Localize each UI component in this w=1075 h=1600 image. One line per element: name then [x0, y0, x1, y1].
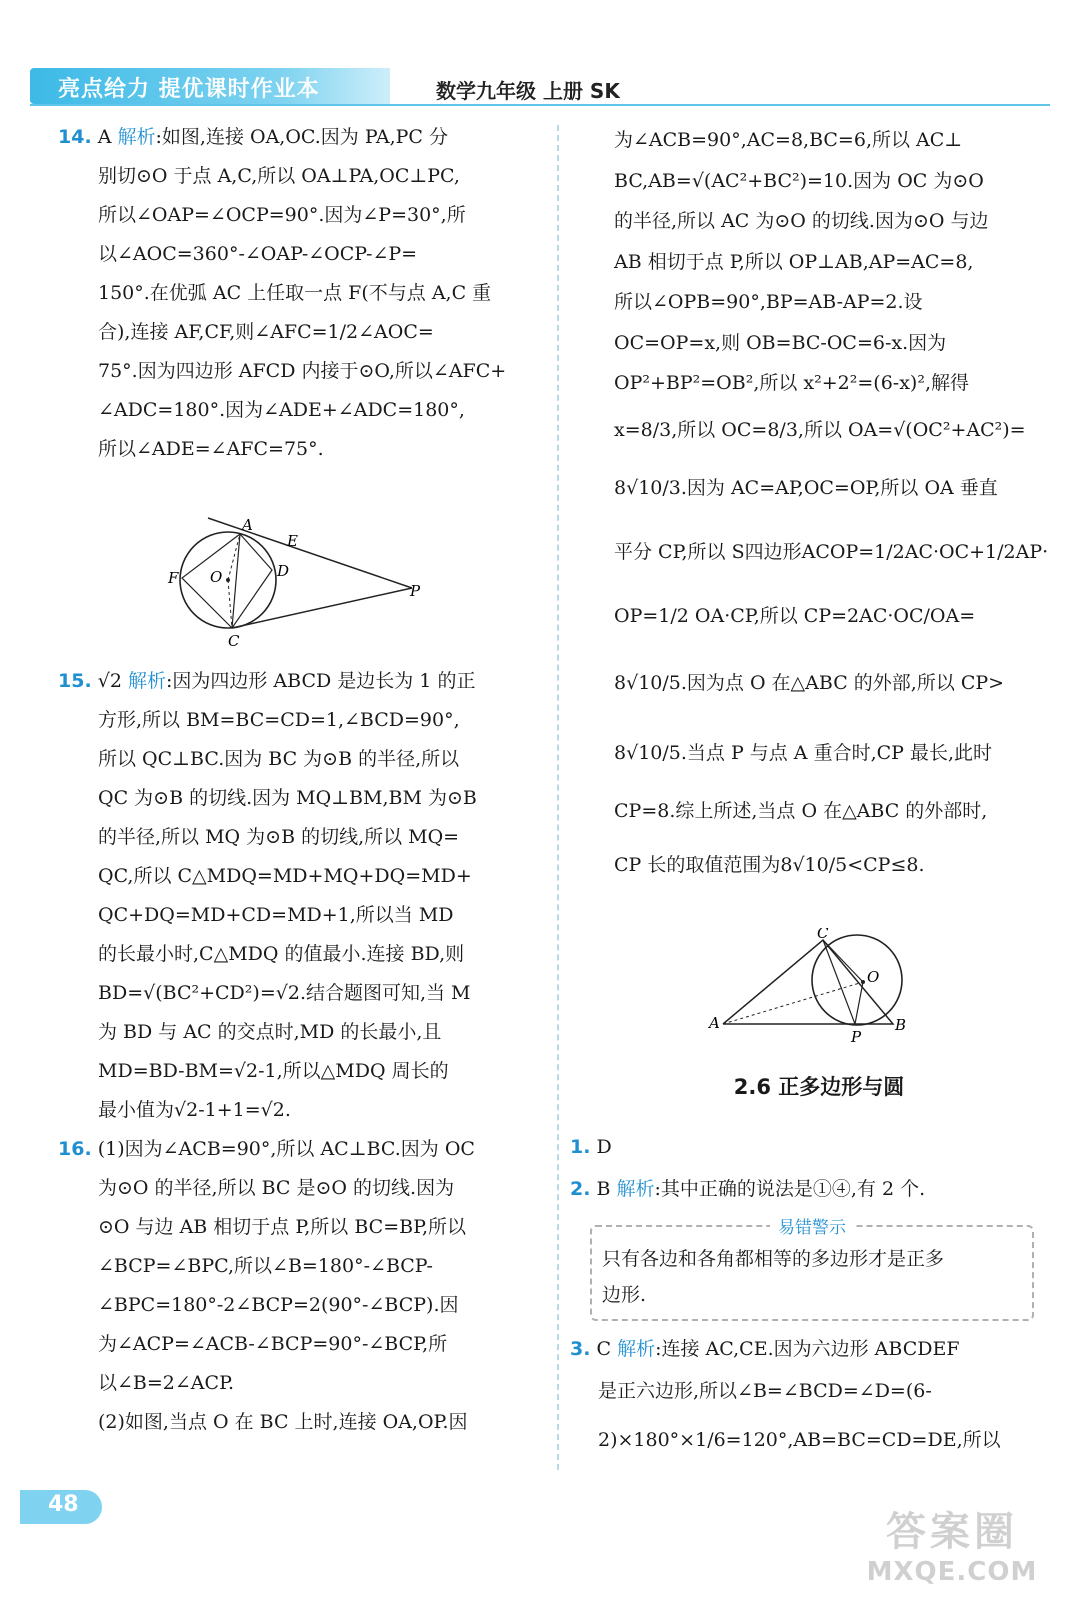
text-line: 为⊙O 的半径,所以 BC 是⊙O 的切线.因为: [98, 1177, 455, 1199]
header-rule: [30, 104, 1050, 106]
warning-box: [590, 1218, 1034, 1321]
text-line: 别切⊙O 于点 A,C,所以 OA⊥PA,OC⊥PC,: [98, 165, 460, 187]
text-line: 16. (1)因为∠ACB=90°,所以 AC⊥BC.因为 OC: [58, 1138, 475, 1160]
label-f: F: [168, 569, 179, 587]
text-line: 150°.在优弧 AC 上任取一点 F(不与点 A,C 重: [98, 282, 492, 304]
label-e: E: [287, 532, 298, 550]
text-line: 方形,所以 BM=BC=CD=1,∠BCD=90°,: [98, 709, 460, 731]
text-line: 8√10/3.因为 AC=AP,OC=OP,所以 OA 垂直: [614, 476, 998, 499]
text-line: OP=1/2 OA·CP,所以 CP=2AC·OC/OA=: [614, 604, 976, 627]
section-title: 2.6 正多边形与圆: [733, 1075, 905, 1099]
text-line: MD=BD-BM=√2-1,所以△MDQ 周长的: [98, 1060, 449, 1082]
text-line: QC 为⊙B 的切线.因为 MQ⊥BM,BM 为⊙B: [98, 787, 477, 809]
segment-co: [823, 940, 863, 982]
text-line: 的长最小时,C△MDQ 的值最小.连接 BD,则: [98, 943, 465, 965]
tangent-pc: [232, 588, 412, 628]
column-divider: [557, 125, 559, 1470]
text-line: 为 BD 与 AC 的交点时,MD 的长最小,且: [98, 1021, 442, 1043]
text-line: AB 相切于点 P,所以 OP⊥AB,AP=AC=8,: [614, 250, 974, 273]
warning-line: 只有各边和各角都相等的多边形才是正多: [602, 1248, 945, 1270]
watermark: [862, 1500, 1042, 1587]
text-line: CP=8.综上所述,当点 O 在△ABC 的外部时,: [614, 799, 988, 822]
center-dot-o2: [861, 980, 865, 984]
page-number: 48: [48, 1492, 79, 1517]
text-line: QC,所以 C△MDQ=MD+MQ+DQ=MD+: [98, 865, 472, 887]
text-line: 所以 QC⊥BC.因为 BC 为⊙B 的半径,所以: [98, 748, 460, 770]
text-line: ∠BCP=∠BPC,所以∠B=180°-∠BCP-: [98, 1255, 433, 1277]
text-line: ∠BPC=180°-2∠BCP=2(90°-∠BCP).因: [98, 1294, 459, 1316]
warning-title: 易错警示: [592, 1213, 1032, 1238]
segment-cp: [823, 940, 855, 1024]
text-line: 是正六边形,所以∠B=∠BCD=∠D=(6-: [598, 1380, 932, 1402]
header-series-title: 亮点给力 提优课时作业本: [58, 77, 320, 102]
text-line: 的半径,所以 MQ 为⊙B 的切线,所以 MQ=: [98, 826, 460, 848]
text-line: 2)×180°×1/6=120°,AB=BC=CD=DE,所以: [598, 1429, 1001, 1451]
text-line: (2)如图,当点 O 在 BC 上时,连接 OA,OP.因: [98, 1411, 468, 1433]
center-dot: [226, 578, 230, 582]
label-p2: P: [851, 1028, 862, 1046]
figure-circle-tangents: [160, 510, 430, 650]
label-o2: O: [867, 968, 880, 986]
text-line: 为∠ACP=∠ACB-∠BCP=90°-∠BCP,所: [98, 1333, 448, 1355]
text-line: OC=OP=x,则 OB=BC-OC=6-x.因为: [614, 331, 947, 354]
text-line: 平分 CP,所以 S四边形ACOP=1/2AC·OC+1/2AP·: [614, 540, 1049, 563]
text-line: 75°.因为四边形 AFCD 内接于⊙O,所以∠AFC+: [98, 360, 507, 382]
text-line: OP²+BP²=OB²,所以 x²+2²=(6-x)²,解得: [614, 372, 969, 394]
label-p: P: [410, 582, 421, 600]
text-line: 14. A 解析:如图,连接 OA,OC.因为 PA,PC 分: [58, 126, 449, 148]
label-o: O: [210, 568, 223, 586]
text-line: 3. C 解析:连接 AC,CE.因为六边形 ABCDEF: [570, 1338, 960, 1360]
text-line: 的半径,所以 AC 为⊙O 的切线.因为⊙O 与边: [614, 210, 989, 232]
text-line: 8√10/5.因为点 O 在△ABC 的外部,所以 CP>: [614, 671, 1005, 694]
right-column-q16-cont: [614, 120, 1054, 896]
left-column-q15-q16: [58, 662, 536, 1442]
text-line: 所以∠ADE=∠AFC=75°.: [98, 438, 324, 460]
watermark-url: MXQE.COM: [866, 1557, 1038, 1587]
text-line: 15. √2 解析:因为四边形 ABCD 是边长为 1 的正: [58, 670, 476, 692]
text-line: ⊙O 与边 AB 相切于点 P,所以 BC=BP,所以: [98, 1216, 467, 1238]
text-line: 最小值为√2-1+1=√2.: [98, 1099, 291, 1121]
text-line: BC,AB=√(AC²+BC²)=10.因为 OC 为⊙O: [614, 169, 984, 192]
text-line: QC+DQ=MD+CD=MD+1,所以当 MD: [98, 904, 454, 926]
text-line: BD=√(BC²+CD²)=√2.结合题图可知,当 M: [98, 982, 471, 1004]
text-line: x=8/3,所以 OC=8/3,所以 OA=√(OC²+AC²)=: [614, 418, 1026, 441]
text-line: 合),连接 AF,CF,则∠AFC=1/2∠AOC=: [98, 321, 434, 343]
segment-op: [855, 982, 863, 1024]
label-a: A: [242, 516, 253, 534]
warning-text: [602, 1241, 944, 1313]
figure-triangle-circle: [705, 928, 915, 1048]
text-line: CP 长的取值范围为8√10/5<CP≤8.: [614, 853, 925, 876]
text-line: 1. D: [570, 1136, 612, 1158]
text-line: 以∠AOC=360°-∠OAP-∠OCP-∠P=: [98, 243, 418, 265]
label-b2: B: [895, 1016, 907, 1034]
label-c2: C: [817, 928, 829, 942]
left-column-q14: [58, 118, 536, 469]
text-line: ∠ADC=180°.因为∠ADE+∠ADC=180°,: [98, 399, 465, 421]
text-line: 以∠B=2∠ACP.: [98, 1372, 235, 1394]
label-c: C: [228, 632, 240, 650]
right-column-q3: [570, 1328, 1050, 1468]
header-subject: 数学九年级 上册 SK: [436, 79, 620, 103]
label-a2: A: [709, 1014, 720, 1032]
text-line: 所以∠OAP=∠OCP=90°.因为∠P=30°,所: [98, 204, 466, 226]
right-column-section-answers: [570, 1126, 1040, 1210]
text-line: 所以∠OPB=90°,BP=AB-AP=2.设: [614, 291, 923, 313]
warning-line: 边形.: [602, 1284, 647, 1306]
text-line: 2. B 解析:其中正确的说法是①④,有 2 个.: [570, 1178, 926, 1200]
radius-oc: [228, 580, 232, 628]
text-line: 8√10/5.当点 P 与点 A 重合时,CP 最长,此时: [614, 741, 993, 764]
label-d: D: [277, 562, 290, 580]
text-line: 为∠ACB=90°,AC=8,BC=6,所以 AC⊥: [614, 129, 963, 151]
watermark-logo: 答案圈: [886, 1509, 1018, 1555]
